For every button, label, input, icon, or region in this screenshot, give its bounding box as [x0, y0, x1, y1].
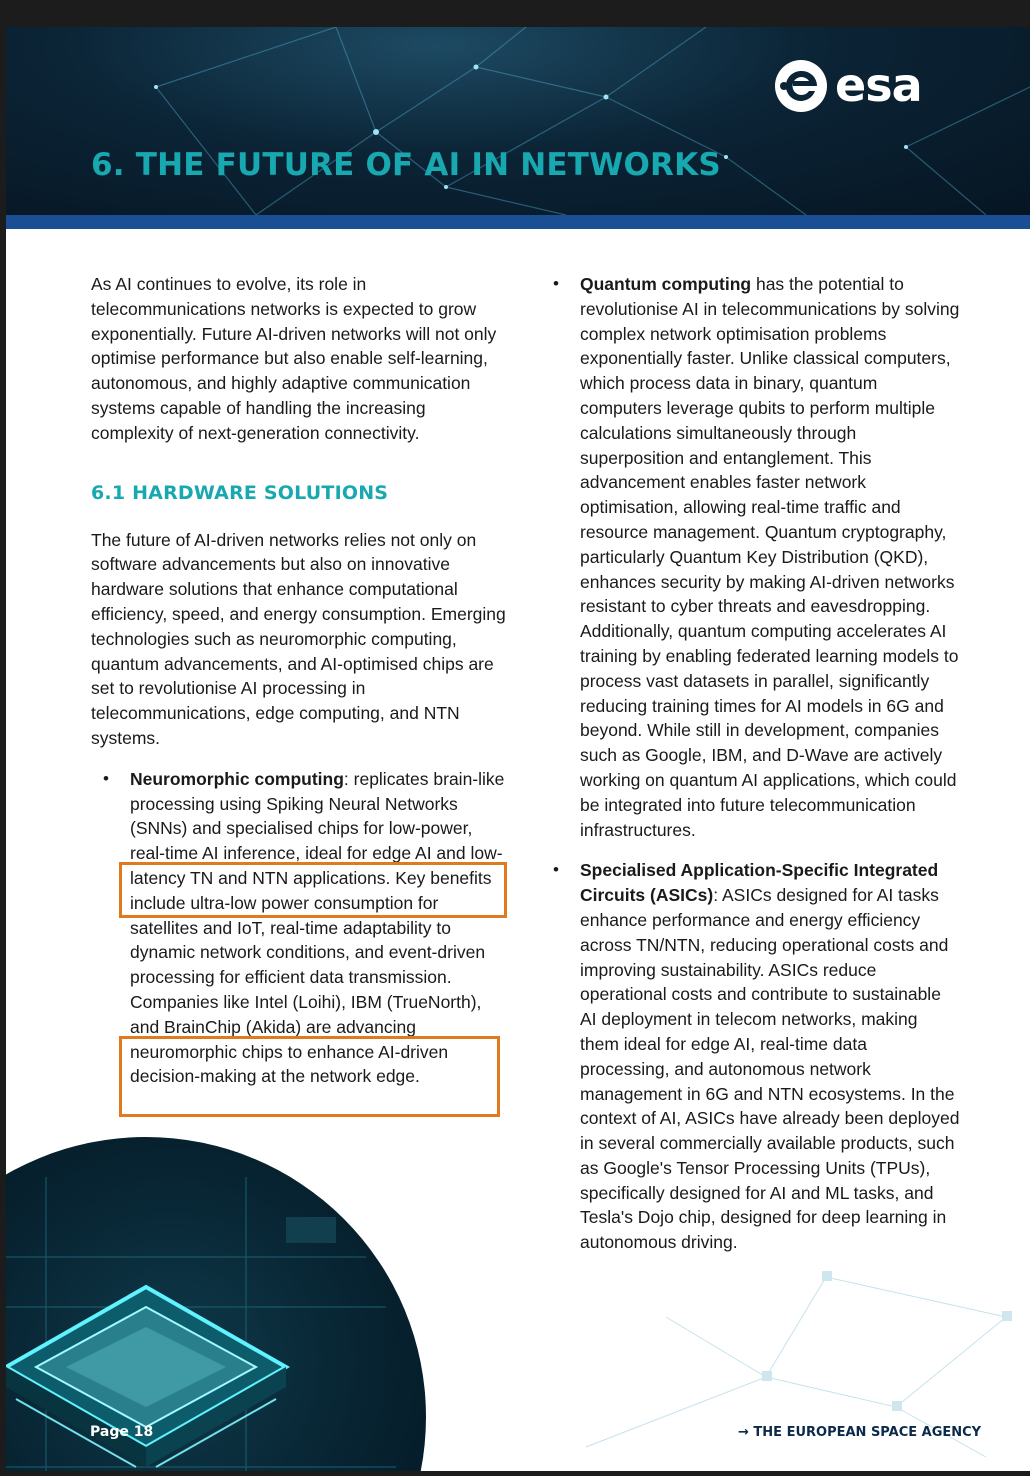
bullet-body: replicates brain-like processing using Spiking Neural Networks (SNNs) and specialised chips for low-power, real-time AI inference, ideal for edge AI and low-latency TN and NTN applications. Key benefits include ultra-low power consumption for satellites and IoT, real-time adaptability to dynamic network conditions, and event-driven processing for efficient data transmission. Companies like Intel (Loihi), IBM (TrueNorth), and BrainChip (Akida) are advancing neuromorphic chips to enhance AI-driven decision-making at the network edge. [130, 768, 505, 1087]
banner-accent-bar [6, 215, 1030, 229]
intro-paragraph: As AI continues to evolve, its role in telecommunications networks is expected to grow exponentially. Future AI-driven networks will not only optimise performance but also enable self-learning, autonomous, and highly adaptive communication systems capable of handling the increasing complexity of next-generation connectivity. [91, 274, 497, 443]
header-banner [6, 27, 1030, 215]
bullet-marker: • [553, 274, 559, 293]
bullet-marker: • [103, 768, 109, 788]
bullet-text [580, 858, 961, 1255]
esa-logo-icon [772, 57, 830, 115]
bullet-body: ASICs designed for AI tasks enhance performance and energy efficiency across TN/NTN, reducing operational costs and improving sustainability. ASICs reduce operational costs and contribute to sustainable AI deployment in telecom networks, making them ideal for edge AI, real-time data processing, and autonomous network management in 6G and NTN ecosystems. In the context of AI, ASICs have already been deployed in several commercially available products, such as Google's Tensor Processing Units (TPUs), specifically designed for AI and ML tasks, and Tesla's Dojo chip, designed for deep learning in autonomous driving. [580, 885, 960, 1253]
left-column [91, 272, 511, 1089]
esa-logo [772, 57, 942, 117]
bullet-quantum [541, 272, 961, 842]
footer-agency-label: → THE EUROPEAN SPACE AGENCY [738, 1425, 982, 1440]
page-number: Page 18 [90, 1424, 154, 1440]
highlight-box [119, 1036, 500, 1117]
bullet-term: Neuromorphic computing [130, 768, 344, 789]
bullet-body: has the potential to revolutionise AI in telecommunications by solving complex network optimisation problems exponentially faster. Unlike classical computers, which process data in binary, quantum computers leverage qubits to perform multiple calculations simultaneously through superposition and entanglement. This advancement enables faster network optimisation, allowing real-time traffic and resource management. Quantum cryptography, particularly Quantum Key Distribution (QKD), enhances security by making AI-driven networks resistant to cyber threats and eavesdropping. Additionally, quantum computing accelerates AI training by enabling federated learning models to process vast datasets in parallel, significantly reducing training times for AI models in 6G and beyond. While still in development, companies such as Google, IBM, and D-Wave are actively working on quantum AI applications, which could be integrated into future telecommunication infrastructures. [580, 274, 960, 840]
chip-photo [6, 1137, 426, 1471]
right-column [541, 272, 961, 1255]
section-heading: 6.1 HARDWARE SOLUTIONS [91, 481, 389, 504]
page-title: 6. THE FUTURE OF AI IN NETWORKS [91, 147, 721, 183]
bullet-term: Specialised Application-Specific Integrated Circuits (ASICs) [580, 860, 939, 906]
microchip-illustration [6, 1137, 426, 1471]
bullet-asics [541, 858, 961, 1255]
esa-logo-text: esa [835, 58, 922, 112]
section-paragraph: The future of AI-driven networks relies not only on software advancements but also on innovative hardware solutions that enhance computational efficiency, speed, and energy consumption. Emerging technologies such as neuromorphic computing, quantum advancements, and AI-optimised chips are set to revolutionise AI processing in telecommunications, edge computing, and NTN systems. [91, 529, 506, 748]
bullet-separator: : [343, 768, 349, 789]
bullet-marker: • [553, 860, 559, 880]
bullet-term: Quantum computing [580, 274, 752, 294]
network-background-graphic [6, 27, 1030, 215]
bullet-text [580, 272, 961, 842]
bullet-separator: : [713, 885, 719, 906]
document-page [6, 27, 1030, 1471]
highlight-box [119, 862, 507, 918]
